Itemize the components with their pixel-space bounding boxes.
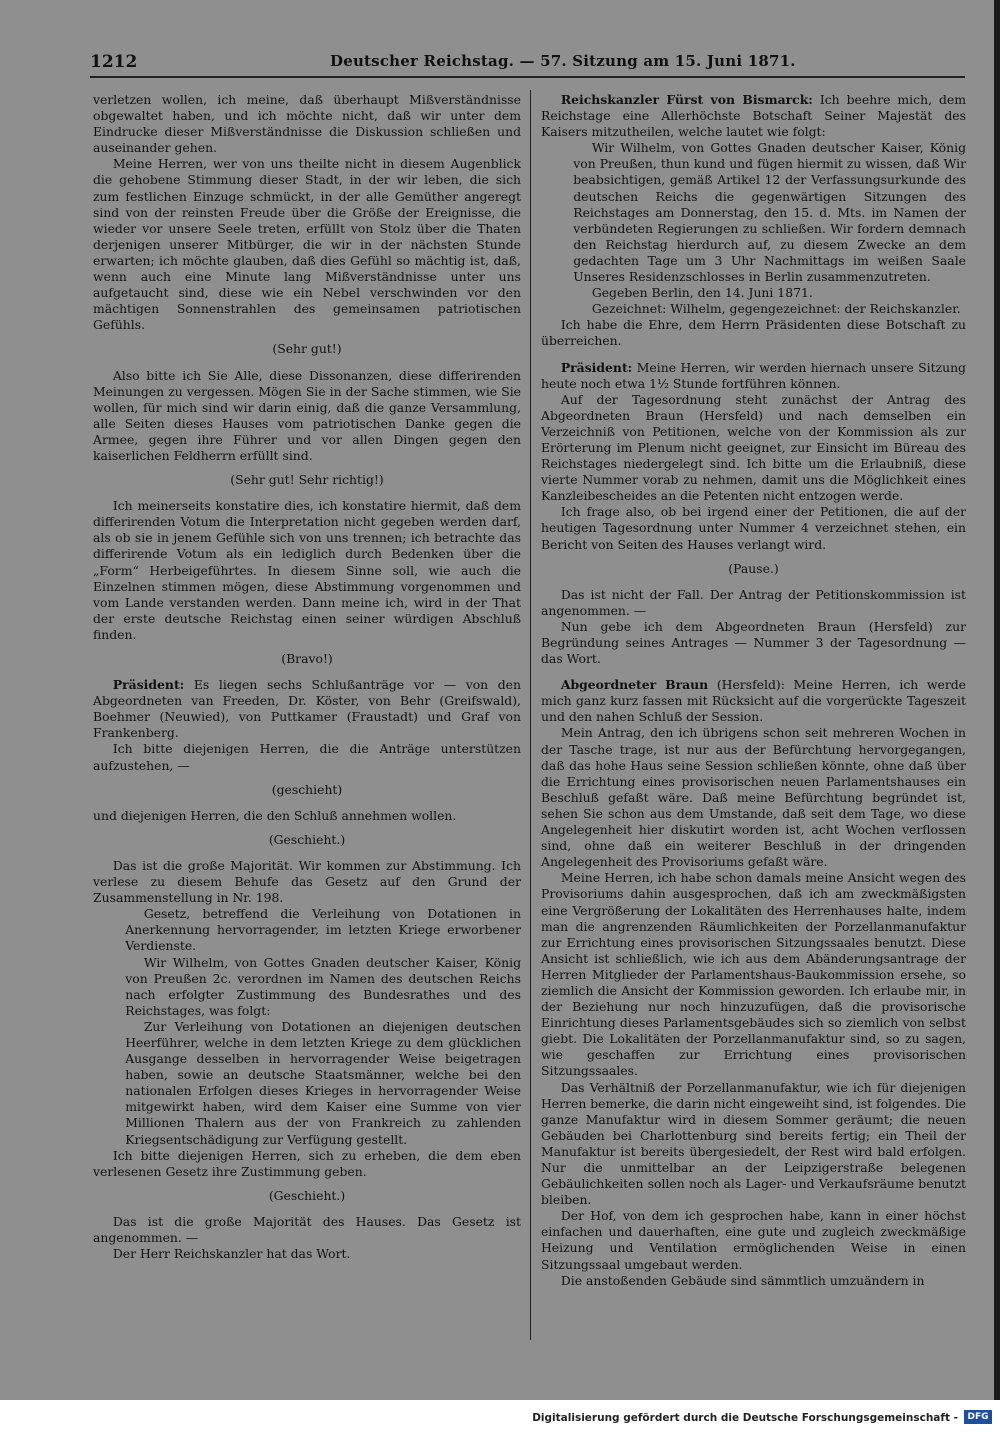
paragraph-text: Der Hof, von dem ich gesprochen habe, kann in einer höchst einfachen und dauerhaften, eine gute und zugleich zweckmäßige Heizung und Ventilation ermöglichenden Weise in einen Sitzungssaal umgebaut werden. [541,1208,966,1272]
quoted-text [125,955,521,1019]
paragraph-text: Ich habe die Ehre, dem Herrn Präsidenten diese Botschaft zu überreichen. [541,317,966,349]
paragraph [541,1273,966,1289]
paragraph-text: Mein Antrag, den ich übrigens schon seit mehreren Wochen in der Tasche trage, ist nur aus der Befürchtung hervorgegangen, daß das hohe Haus seine Session schließen könnte, ohne daß über die Errichtung eines provisorischen neuen Parlamentshauses ein Beschluß gefaßt wäre. Daß meine Befürchtung begründet ist, sehen Sie schon aus dem Umstande, daß seit dem Tage, wo diese Angelegenheit hier diskutirt worden ist, acht Wochen verflossen sind, ohne daß ein weiterer Beschluß in der dringenden Angelegenheit des Provisoriums gefaßt wäre. [541,725,966,870]
paragraph-text: Das ist nicht der Fall. Der Antrag der Petitionskommission ist angenommen. — [541,586,966,618]
paragraph [93,677,521,741]
paragraph-text: Auf der Tagesordnung steht zunächst der Antrag des Abgeordneten Braun (Hersfeld) und nach demselben ein Verzeichniß von Petitionen, welche von der Kommission als zur Erörterung im Plenum nicht geeignet, zur Einsicht im Büreau des Reichstages niedergelegt sind. Ich bitte um die Erlaubniß, diese vierte Nummer vorab zu nehmen, damit uns die Möglichkeit eines Kanzleibescheides an die Petenten nicht entzogen werde. [541,391,966,504]
paragraph-text: (Geschieht.) [268,831,346,847]
dfg-logo: DFG [964,1410,992,1424]
paragraph-text: verletzen wollen, ich meine, daß überhaupt Mißverständnisse obgewaltet haben, und ich möchte nicht, daß wir unter dem Eindrucke dieser Mißverständnisse die Diskussion schließen und auseinander gehen. [93,92,521,156]
stage-direction [93,782,521,798]
paragraph [541,360,966,392]
stage-direction [93,341,521,357]
paragraph [541,725,966,870]
paragraph-text: (Hersfeld): Meine Herren, ich werde mich ganz kurz fassen mit Rücksicht auf die vorgerückte Tageszeit und den nahen Schluß der Session. [541,677,967,725]
paragraph [93,156,521,333]
signature-line [573,285,966,301]
paragraph [93,808,521,824]
speaker-name: Präsident: [112,677,185,693]
paragraph-text: (Sehr gut! Sehr richtig!) [230,472,384,488]
stage-direction [541,561,966,577]
paragraph-text: Ich meinerseits konstatire dies, ich konstatire hiermit, daß dem differirenden Votum die Interpretation nicht gegeben werden darf, als ob sie in jenem Gefühle sich von uns trennen; ich betrachte das differirende Votum als ein lediglich durch Bedenken über die „Form“ Herbeigeführtes. In diesem Sinne soll, wie auch die Einzelnen stimmen mögen, diese Abstimmung vorgenommen und vom Lande verstanden werden. Dann meine ich, wird in der That der erste deutsche Reichstag einen seiner würdigen Abschluß finden. [93,498,521,642]
paragraph [93,741,521,773]
digitization-footer [0,1400,1000,1432]
stage-direction [93,1188,521,1204]
page-running-title: Deutscher Reichstag. — 57. Sitzung am 15. Juni 1871. [330,52,796,70]
paragraph-text: Das Verhältniß der Porzellanmanufaktur, wie ich für diejenigen Herren bemerke, die darin nicht eingeweiht sind, ist folgendes. Die ganze Manufaktur wird in diesem Sommer geräumt; die neuen Gebäuden bei Charlottenburg sind bereits fertig; ein Theil der Manufaktur ist bereits übergesiedelt, der Rest wird bald erfolgen. Nur die unmittelbar an der Leipzigerstraße belegenen Gebäulichkeiten sollen noch als Lager- und Verkaufsräume benutzt bleiben. [541,1079,966,1208]
quoted-text [573,140,966,285]
paragraph [541,619,966,667]
paragraph [541,317,966,349]
paragraph-text: Zur Verleihung von Dotationen an diejenigen deutschen Heerführer, welche in dem letzten Kriege zu dem glücklichen Ausgange desselben in hervorragender Weise beigetragen haben, sowie an deutsche Staatsmänner, welche bei den nationalen Erfolgen dieses Krieges in hervorragender Weise mitgewirkt haben, wird dem Kaiser eine Summe von vier Millionen Thalern aus der von Frankreich zu zahlenden Kriegsentschädigung zur Verfügung gestellt. [125,1018,521,1147]
quoted-text [125,1019,521,1148]
quoted-text [125,906,521,954]
header-rule [90,76,965,78]
stage-direction [93,651,521,667]
right-column [541,92,966,1289]
funding-credit: Digitalisierung gefördert durch die Deutsche Forschungsgemeinschaft - [532,1412,958,1424]
page-number: 1212 [90,52,138,72]
paragraph-text: Wir Wilhelm, von Gottes Gnaden deutscher Kaiser, König von Preußen, thun kund und fügen hiermit zu wissen, daß Wir beabsichtigen, gemäß Artikel 12 der Verfassungsurkunde des deutschen Reichs die gegenwärtigen Sitzungen des Reichstages am Donnerstag, den 15. d. Mts. im Namen der verbündeten Regierungen zu schließen. Wir fordern demnach den Reichstag hierdurch auf, zu diesem Zwecke an dem gedachten Tage um 3 Uhr Nachmittags im weißen Saale Unseres Residenzschlosses in Berlin zusammenzutreten. [573,140,966,285]
paragraph-text: und diejenigen Herren, die den Schluß annehmen wollen. [93,807,457,823]
paragraph-text: Wir Wilhelm, von Gottes Gnaden deutscher Kaiser, König von Preußen 2c. verordnen im Namen des deutschen Reichs nach erfolgter Zustimmung des Bundesrathes und des Reichstages, was folgt: [125,954,521,1018]
paragraph [93,498,521,643]
paragraph-text: Meine Herren, wer von uns theilte nicht in diesem Augenblick die gehobene Stimmung dieser Stadt, in der wir leben, die sich zum festlichen Einzuge schmückt, in der alle Gemüther angeregt sind von der reinsten Freude über die Größe der Ereignisse, die wieder vor unsere Seele treten, erfüllt von Stolz über die Thaten derjenigen unserer Mitbürger, die wir in der nächsten Stunde erwarten; ich möchte glauben, daß dies Gefühl so mächtig ist, daß, wenn auch eine Minute lang Mißverständnisse unter uns aufgetaucht sind, diese wie ein Nebel verschwinden vor den mächtigen Sonnenstrahlen des gemeinsamen patriotischen Gefühls. [93,156,521,333]
paragraph-text: Das ist die große Majorität. Wir kommen zur Abstimmung. Ich verlese zu diesem Behufe das Gesetz auf den Grund der Zusammenstellung in Nr. 198. [93,857,521,906]
paragraph-text: Es liegen sechs Schlußanträge vor — von den Abgeordneten van Freeden, Dr. Köster, von Behr (Greifswald), Boehmer (Neuwied), von Puttkamer (Fraustadt) und Graf von Frankenberg. [93,677,521,741]
paragraph-text: (Bravo!) [281,651,333,666]
paragraph-text: Ich bitte diejenigen Herren, sich zu erheben, die dem eben verlesenen Gesetz ihre Zustimmung geben. [93,1147,521,1179]
paragraph-text: Gegeben Berlin, den 14. Juni 1871. [591,285,813,301]
paragraph [541,1080,966,1209]
paragraph [93,1214,521,1246]
paragraph [93,1246,521,1262]
page-edge-shadow [994,0,1000,1400]
paragraph-text: Die anstoßenden Gebäude sind sämmtlich umzuändern in [560,1272,925,1288]
speaker-name: Abgeordneter Braun [560,677,709,693]
paragraph [93,92,521,156]
paragraph-text: (Geschieht.) [268,1187,346,1203]
paragraph [541,870,966,1079]
paragraph-text: Ich bitte diejenigen Herren, die die Anträge unterstützen aufzustehen, — [93,741,521,773]
stage-direction [93,832,521,848]
paragraph-text: Meine Herren, ich habe schon damals meine Ansicht wegen des Provisoriums dahin ausgesprochen, daß ich am zweckmäßigsten eine Vergrößerung der Lokalitäten des Herrenhauses halte, indem man die angrenzenden Räumlichkeiten der Porzellanmanufaktur zur Errichtung eines provisorischen Sitzungssaales benutzt. Diese Ansicht ist schließlich, wie ich aus dem Abänderungsantrage der Herren Mitglieder der Parlamentshaus-Baukommission ersehe, so ziemlich die Ansicht der Kommission geworden. Ich erlaube mir, in der Beziehung nur noch hinzuzufügen, daß die provisorische Einrichtung dieses Parlamentsgebäudes sich so ziemlich von selbst giebt. Die Lokalitäten der Porzellanmanufaktur sind, so zu sagen, wie geschaffen zur Errichtung eines provisorischen Sitzungssaales. [541,870,966,1079]
stage-direction [93,472,521,488]
paragraph [541,392,966,505]
speaker-name: Reichskanzler Fürst von Bismarck: [560,92,813,107]
paragraph-text: Gesetz, betreffend die Verleihung von Dotationen in Anerkennung hervorragender, im letzten Kriege erworbener Verdienste. [125,906,521,954]
paragraph-text: Das ist die große Majorität des Hauses. Das Gesetz ist angenommen. — [93,1213,521,1245]
paragraph [541,1208,966,1272]
paragraph [541,92,966,140]
paragraph [541,587,966,619]
paragraph-text: (Pause.) [728,560,779,576]
paragraph-text: Der Herr Reichskanzler hat das Wort. [112,1246,351,1262]
paragraph-text: (Sehr gut!) [272,341,342,357]
paragraph [93,368,521,465]
column-divider [530,90,531,1340]
paragraph-text: Ich beehre mich, dem Reichstage eine Allerhöchste Botschaft Seiner Majestät des Kaisers mitzutheilen, welche lautet wie folgt: [541,92,966,140]
paragraph-text: Gezeichnet: Wilhelm, gegengezeichnet: der Reichskanzler. [591,301,961,317]
speaker-name: Präsident: [560,359,633,375]
paragraph [541,677,966,725]
paragraph-text: Also bitte ich Sie Alle, diese Dissonanzen, diese differirenden Meinungen zu vergessen. Mögen Sie in der Sache stimmen, wie Sie wollen, für mich sind wir darin einig, daß die ganze Versammlung, alle Seiten dieses Hauses vom patriotischen Danke gegen die Armee, gegen ihre Führer und vor allen Dingen gegen den kaiserlichen Feldherrn erfüllt sind. [93,367,521,463]
paragraph [93,858,521,906]
paragraph-text: (geschieht) [271,781,343,797]
left-column [93,92,521,1262]
signature-line [573,301,966,317]
paragraph-text: Ich frage also, ob bei irgend einer der Petitionen, die auf der heutigen Tagesordnung unter Nummer 4 verzeichnet stehen, ein Bericht von Seiten des Hauses verlangt wird. [541,504,966,552]
paragraph [93,1148,521,1180]
paragraph [541,504,966,552]
paragraph-text: Meine Herren, wir werden hiernach unsere Sitzung heute noch etwa 1½ Stunde fortführen können. [541,359,966,391]
paragraph-text: Nun gebe ich dem Abgeordneten Braun (Hersfeld) zur Begründung seines Antrages — Nummer 3 der Tagesordnung — das Wort. [541,618,966,667]
